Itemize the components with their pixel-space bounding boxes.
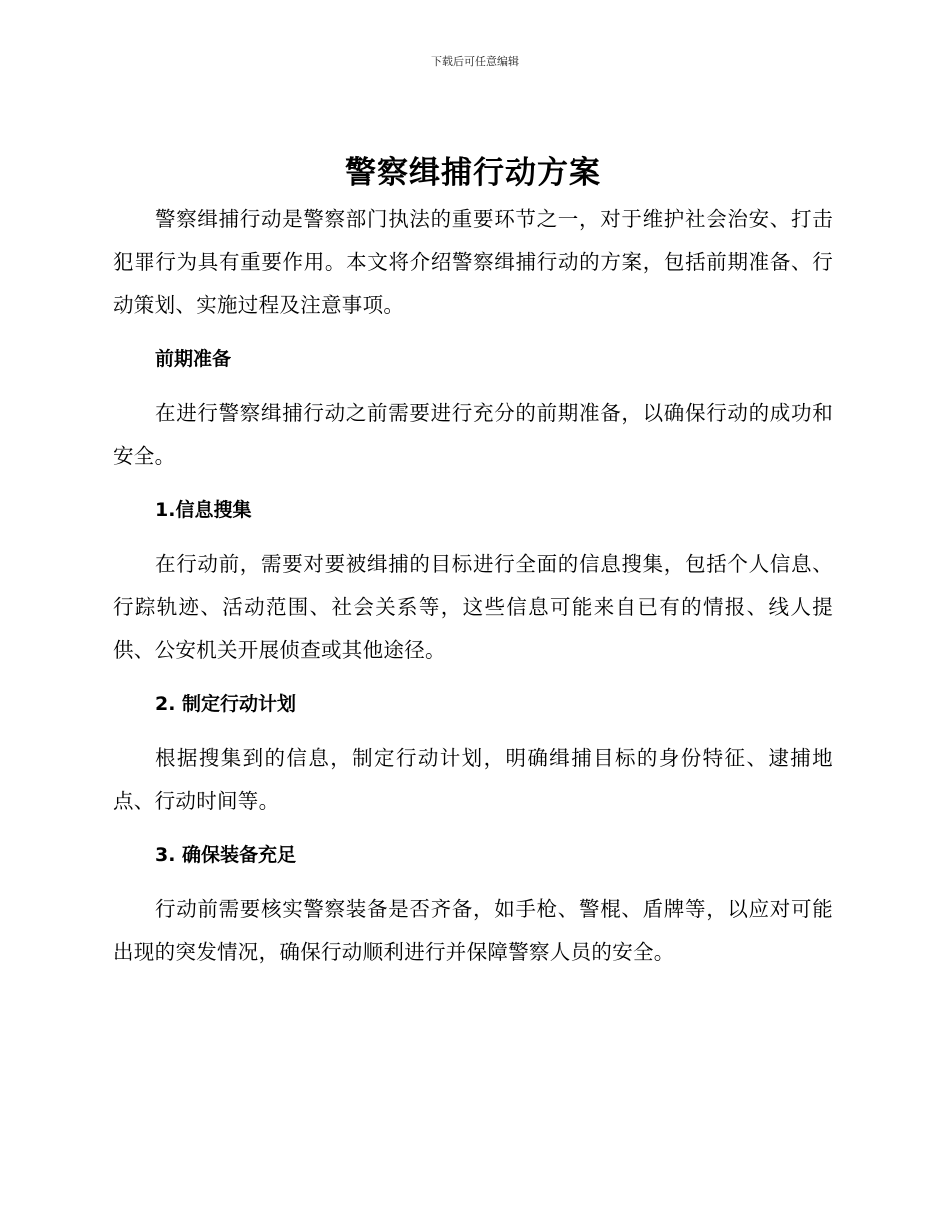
- section-heading-equipment: 3. 确保装备充足: [155, 844, 297, 866]
- section-heading-preparation: 前期准备: [155, 348, 232, 370]
- document-title: 警察缉捕行动方案: [345, 155, 601, 191]
- section-body-action-plan: 根据搜集到的信息，制定行动计划，明确缉捕目标的身份特征、逮捕地点、行动时间等。: [113, 746, 833, 813]
- section-heading-info-gathering: 1.信息搜集: [155, 499, 252, 521]
- section-body-equipment: 行动前需要核实警察装备是否齐备，如手枪、警棍、盾牌等，以应对可能出现的突发情况，确保行动顺利进行并保障警察人员的安全。: [113, 897, 833, 964]
- header-note: 下载后可任意编辑: [431, 55, 519, 68]
- section-body-info-gathering: 在行动前，需要对要被缉捕的目标进行全面的信息搜集，包括个人信息、行踪轨迹、活动范围、社会关系等，这些信息可能来自已有的情报、线人提供、公安机关开展侦查或其他途径。: [113, 552, 833, 662]
- document-body: [113, 148, 833, 974]
- section-body-preparation: 在进行警察缉捕行动之前需要进行充分的前期准备，以确保行动的成功和安全。: [113, 401, 833, 468]
- section-heading-action-plan: 2. 制定行动计划: [155, 693, 297, 715]
- intro-paragraph: 警察缉捕行动是警察部门执法的重要环节之一，对于维护社会治安、打击犯罪行为具有重要作用。本文将介绍警察缉捕行动的方案，包括前期准备、行动策划、实施过程及注意事项。: [113, 207, 833, 317]
